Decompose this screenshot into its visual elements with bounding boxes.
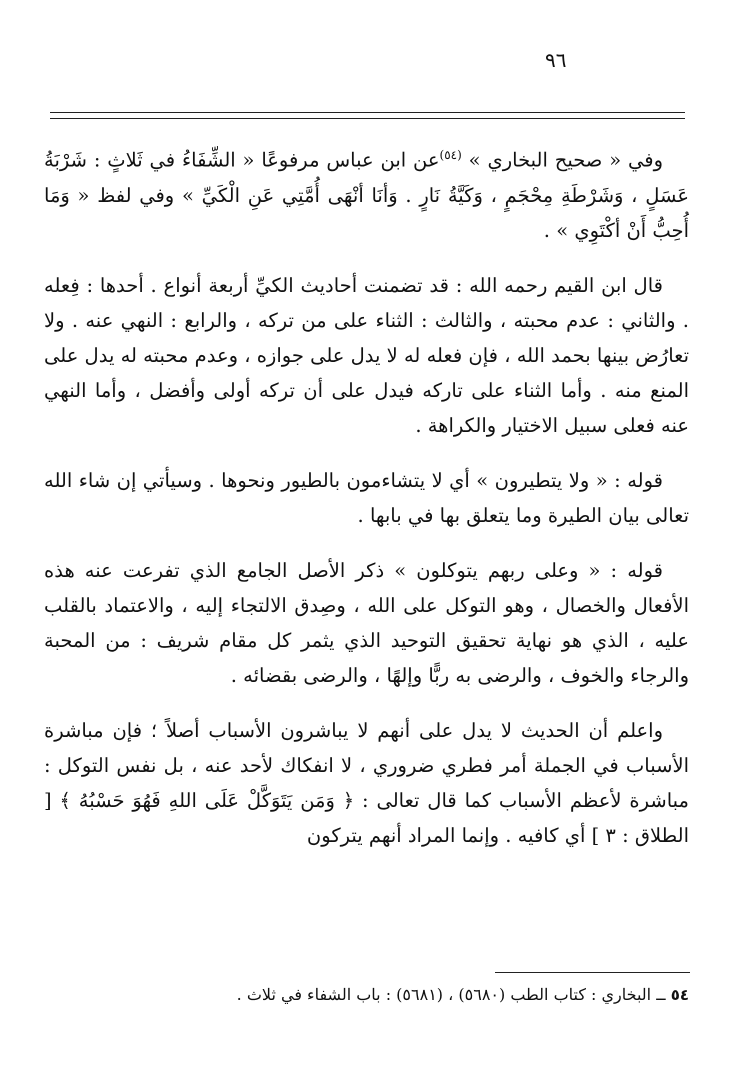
paragraph-tawakkul: قوله : « وعلى ربهم يتوكلون » ذكر الأصل الجامع الذي تفرعت عنه هذه الأفعال والخصال ، وهو التوكل على الله ، وصِدق الالتجاء إليه ، والاعتماد بالقلب عليه ، الذي هو نهاية تحقيق التوحيد الذي يثمر كل مقام شريف : من المحبة والرجاء والخوف ، والرضى به ربًّا وإلهًا ، والرضى بقضائه . [44,558,689,687]
hadith-text: عن ابن عباس مرفوعًا « الشِّفَاءُ في ثَلاثٍ : شَرْبَةُ عَسَلٍ ، وَشَرْطَةِ مِحْجَمٍ ، وَكَيَّةُ نَارٍ . وَأنَا أنْهَى أُمَّتِي عَنِ الْكَيِّ » وفي لفظ « وَمَا أُحِبُّ أَنْ أكْتَوِي » . [44,148,689,242]
footnote [44,982,689,1008]
footnote-rule [495,972,690,973]
footnote-dash: ــ [656,985,666,1004]
footnote-number: ٥٤ [670,986,689,1004]
paragraph-ibn-qayyim: قال ابن القيم رحمه الله : قد تضمنت أحاديث الكيِّ أربعة أنواع . أحدها : فِعله . والثاني : عدم محبته ، والثالث : الثناء على من تركه ، والرابع : النهي عنه . ولا تعارُض بينها بحمد الله ، فإن فعله له لا يدل على جوازه ، وعدم محبته له يدل على المنع منه . وأما الثناء على تاركه فيدل على أن تركه أولى وأفضل ، وأما النهي عنه فعلى سبيل الاختيار والكراهة . [44,273,689,437]
paragraph-hadith [44,138,689,248]
footnote-reference: (٥٤) [439,148,462,162]
body-text [44,138,689,853]
footnote-text: البخاري : كتاب الطب (٥٦٨٠) ، (٥٦٨١) : باب الشفاء في ثلاث . [236,985,652,1004]
hadith-intro: وفي « صحيح البخاري » [468,148,664,172]
header-rule-top [50,112,685,113]
page-number: ٩٦ [545,48,567,72]
paragraph-tatayyur: قوله : « ولا يتطيرون » أي لا يتشاءمون بالطيور ونحوها . وسيأتي إن شاء الله تعالى بيان الطيرة وما يتعلق بها في بابها . [44,468,689,527]
header-rule-bottom [50,118,685,119]
paragraph-asbab: واعلم أن الحديث لا يدل على أنهم لا يباشرون الأسباب أصلاً ؛ فإن مباشرة الأسباب في الجملة أمر فطري ضروري ، لا انفكاك لأحد عنه ، بل نفس التوكل : مباشرة لأعظم الأسباب كما قال تعالى : ﴿ وَمَن يَتَوَكَّلْ عَلَى اللهِ فَهُوَ حَسْبُهُ ﴾ [ الطلاق : ٣ ] أي كافيه . وإنما المراد أنهم يتركون [44,718,689,847]
